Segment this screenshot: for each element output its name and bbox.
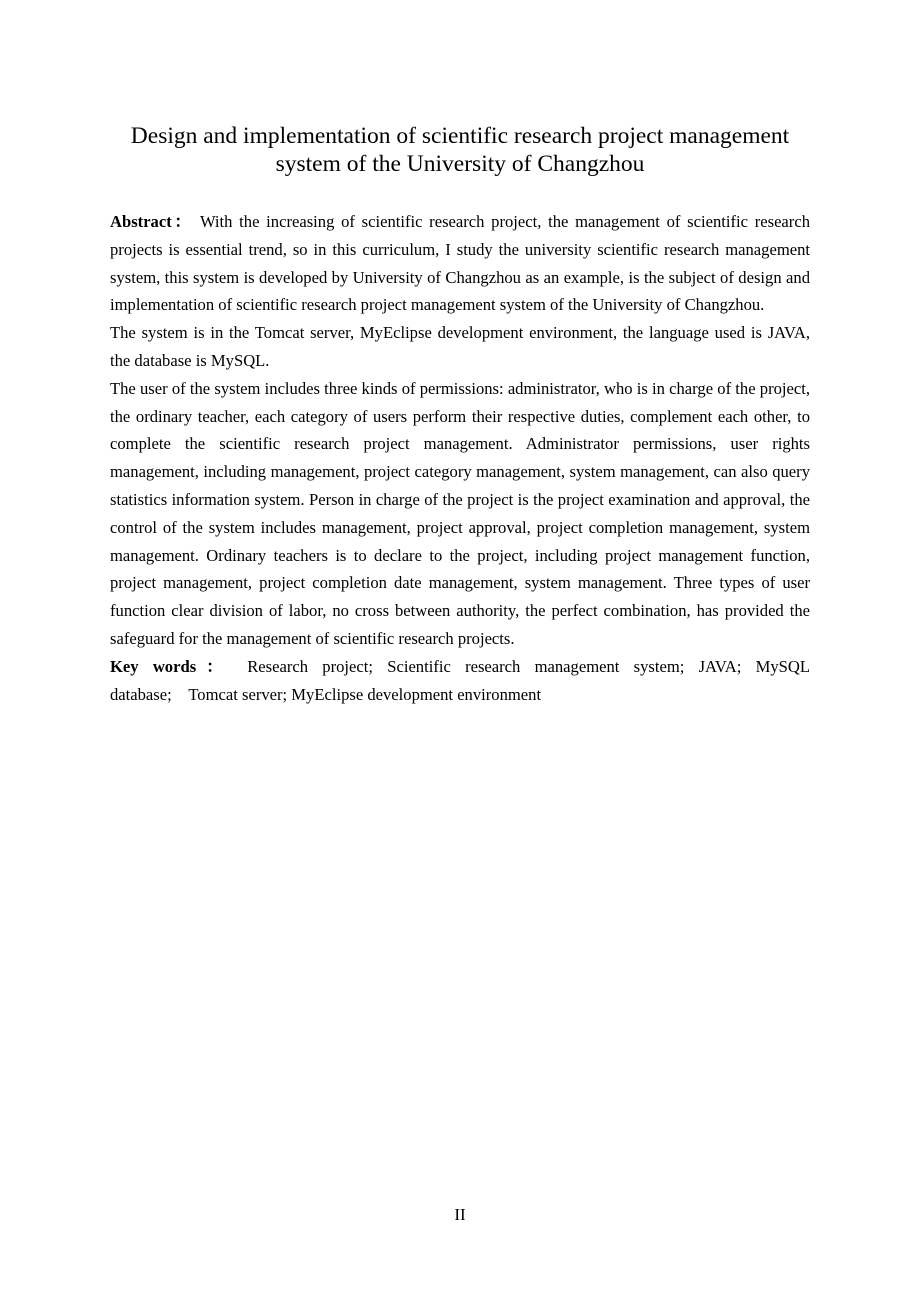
abstract-paragraph-3: The user of the system includes three kinds of permissions: administrator, who is in charge of the project, the ordinary teacher, each category of users perform their respective duties, complement each other, to complete the scientific research project management. Administrator permissions, user rights management, including management, project category management, system management, can also query statistics information system. Person in charge of the project is the project examination and approval, the control of the system includes management, project approval, project completion management, system management. Ordinary teachers is to declare to the project, including project management function, project management, project completion date management, system management. Three types of user function clear division of labor, no cross between authority, the perfect combination, has provided the safeguard for the management of scientific research projects.: [110, 378, 810, 648]
page-number: II: [454, 1205, 466, 1224]
document-title: [95, 122, 825, 178]
abstract-section: [110, 208, 810, 708]
abstract-paragraph-2: The system is in the Tomcat server, MyEclipse development environment, the language used is JAVA, the database is MySQL.: [110, 323, 810, 370]
keywords-text: Research project; Scientific research management system; JAVA; MySQL database; Tomcat server; MyEclipse development environment: [110, 656, 810, 704]
title-line-2: system of the University of Changzhou: [275, 151, 645, 177]
abstract-paragraph-1: [110, 208, 810, 319]
keywords-label: Key words：: [110, 656, 233, 676]
title-line-1: Design and implementation of scientific research project management: [130, 123, 790, 149]
keywords-paragraph: [110, 653, 810, 709]
abstract-label: Abstract：: [110, 212, 194, 231]
abstract-text-1: With the increasing of scientific research project, the management of scientific research projects is essential trend, so in this curriculum, I study the university scientific research management system, this system is developed by University of Changzhou as an example, is the subject of design and implementation of scientific research project management system of the University of Changzhou.: [110, 212, 810, 315]
